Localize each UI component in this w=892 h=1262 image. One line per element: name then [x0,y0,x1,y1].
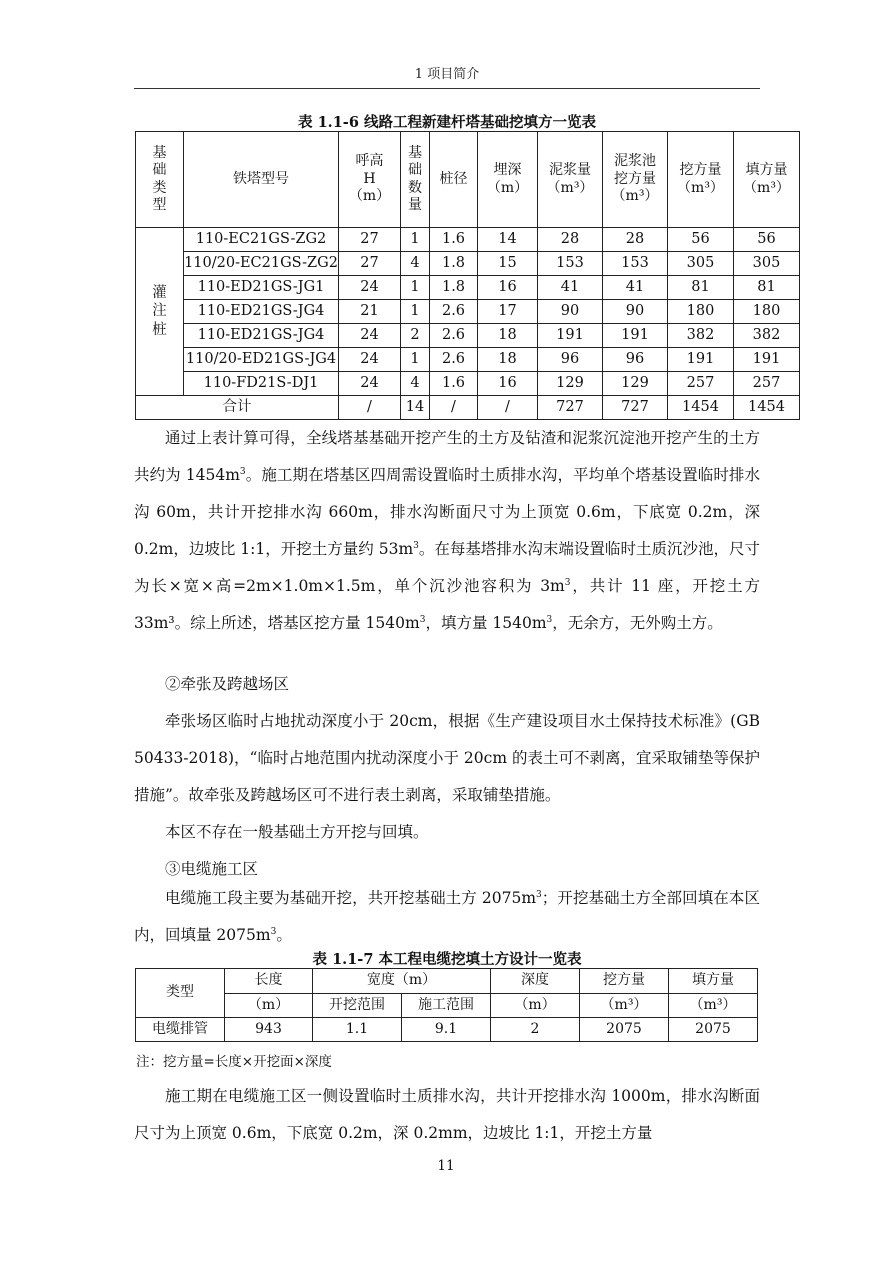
cell: 191 [538,324,603,348]
paragraph-cable-drainage: 施工期在电缆施工区一侧设置临时土质排水沟，共计开挖排水沟 1000m，排水沟断面尺寸为上顶宽 0.6m，下底宽 0.2m，深 0.2mm，边坡比 1:1，开挖土方量 [134,1087,760,1142]
th2-excavation: 挖方量 [580,969,669,994]
table1-header-row [136,132,800,228]
cell: 18 [478,324,538,348]
cell: 129 [603,372,668,396]
th-tower-model: 铁塔型号 [184,132,339,228]
cell: 24 [339,324,401,348]
cell: 727 [603,396,668,420]
cell: 96 [538,348,603,372]
cell: 153 [603,252,668,276]
table-note: 注：挖方量=长度×开挖面×深度 [136,1054,332,1070]
th-fill-l1: 填方量 [745,162,788,178]
p4-text-a: 电缆施工段主要为基础开挖，共开挖基础土方 2075m [165,889,537,907]
cell: 41 [538,276,603,300]
th-call-height [339,132,401,228]
th-mud-volume-unit: （m³） [546,179,594,196]
th-call-height-l3: （m） [348,188,391,205]
cell: 153 [538,252,603,276]
th-fill-unit: （m³） [743,179,790,196]
cell: 4 [401,252,430,276]
cell: 24 [339,348,401,372]
th-call-height-l2: H [363,170,376,187]
cell: 41 [603,276,668,300]
th-call-height-l1: 呼高 [355,153,384,170]
cell-tower-model: 110/20-EC21GS-ZG2 [184,252,339,276]
cell: 1.6 [430,372,478,396]
cell: 1454 [668,396,734,420]
cell: 90 [538,300,603,324]
cable-earthwork-table [135,968,758,1042]
sup-3: 3 [239,467,246,477]
cell: 382 [668,324,734,348]
p4-text-b: ；开挖基础土方全部回填在本区内，回填量 2075m [134,889,760,944]
page-number: 11 [437,1158,455,1174]
paragraph-earthwork-summary [134,420,760,642]
paragraph-no-earthwork: 本区不存在一般基础土方开挖与回填。 [165,823,429,841]
cell: 21 [339,300,401,324]
sup-3: 3 [536,890,542,900]
p1-text-e: ，填方量 1540m [425,614,547,632]
table-row [136,1018,758,1042]
cell: 180 [734,300,800,324]
th2-fill: 填方量 [669,969,758,994]
cell-tower-model: 110-EC21GS-ZG2 [184,228,339,252]
th-burial-depth-l2: （m） [486,179,529,196]
cell: 2.6 [430,324,478,348]
th2-width: 宽度（m） [313,969,491,994]
cell: 1.8 [430,252,478,276]
cell-tower-model: 110-ED21GS-JG1 [184,276,339,300]
th-mudpit-l2: 挖方量 [614,170,656,187]
cell: 1 [401,300,430,324]
section-heading-tension-area: ②牵张及跨越场区 [165,675,290,693]
th2-depth: 深度 [491,969,580,994]
cell: 2.6 [430,300,478,324]
cell: 14 [478,228,538,252]
cell: 电缆排管 [136,1018,225,1042]
cell: 191 [734,348,800,372]
table-row [136,348,800,372]
th-excavation-unit: （m³） [677,179,724,196]
section-heading-cable-area: ③电缆施工区 [165,860,259,878]
sup-3: 3 [413,541,419,551]
th-excavation-l1: 挖方量 [679,162,722,178]
sup-3: 3 [564,578,571,588]
cell: 1.1 [313,1018,402,1042]
th-mud-volume [538,132,603,228]
th-mudpit-excavation [603,132,668,228]
cell: 4 [401,372,430,396]
cell: 180 [668,300,734,324]
cell: 943 [225,1018,313,1042]
table-row [136,324,800,348]
cell: 2 [401,324,430,348]
th-mudpit-unit: （m³） [611,188,659,205]
table2-caption: 表 1.1-7 本工程电缆挖填土方设计一览表 [312,951,582,968]
cell: 257 [734,372,800,396]
cell: 2075 [580,1018,669,1042]
th2-depth-unit: （m） [491,994,580,1018]
cell: 2075 [669,1018,758,1042]
paragraph-tension-area: 牵张场区临时占地扰动深度小于 20cm，根据《生产建设项目水土保持技术标准》(GB 50433-2018)，“临时占地范围内扰动深度小于 20cm 的表土可不剥离，宜采取铺垫等保护措施”。故牵张及跨越场区可不进行表土剥离，采取铺垫措施。 [134,712,760,804]
th-pile-diameter: 桩径 [430,132,478,228]
cell-tower-model: 110-ED21GS-JG4 [184,300,339,324]
th2-length-unit: （m） [225,994,313,1018]
th-foundation-count: 基础数量 [401,132,430,228]
cell: 2 [491,1018,580,1042]
cell: 257 [668,372,734,396]
table-row [136,276,800,300]
cell: 1454 [734,396,800,420]
cell: 1.8 [430,276,478,300]
running-header: 1 项目简介 [134,63,760,89]
cell: 17 [478,300,538,324]
p4-text-c: 。 [276,926,292,944]
th2-fill-unit: （m³） [669,994,758,1018]
p1-text-a: 通过上表计算可得，全线塔基基础开挖产生的土方及钻渣和泥浆沉淀池开挖产生的土方共约为 1454m [134,429,760,484]
sup-3: 3 [270,927,277,937]
th2-length: 长度 [225,969,313,994]
cell: 81 [734,276,800,300]
cell: 1 [401,276,430,300]
cell: 2.6 [430,348,478,372]
cell: 1 [401,228,430,252]
table-row [136,372,800,396]
th-burial-depth-l1: 埋深 [493,162,522,178]
th-mudpit-l1: 泥浆池 [614,153,656,170]
cell: 191 [668,348,734,372]
cell: 14 [401,396,430,420]
th2-type: 类型 [136,969,225,1018]
cell: 24 [339,276,401,300]
table-row [136,300,800,324]
cell: 96 [603,348,668,372]
table-row [136,228,800,252]
p1-text-d: ，共计 11 座，开挖土方 33m³。综上所述，塔基区挖方量 1540m [134,577,761,632]
cell: 56 [734,228,800,252]
table2-header-row-1 [136,969,758,994]
cell: 305 [734,252,800,276]
total-label: 合计 [136,396,339,420]
cell: 81 [668,276,734,300]
th-mud-volume-l1: 泥浆量 [549,162,591,178]
cell: 727 [538,396,603,420]
cell: 1 [401,348,430,372]
sup-3: 3 [546,615,553,625]
cell: 28 [538,228,603,252]
th-foundation-type: 基础类型 [136,132,184,228]
group-label-cast-in-place-pile: 灌注桩 [136,228,184,396]
tower-foundation-table [135,131,800,420]
cell: 9.1 [402,1018,491,1042]
table1-caption: 表 1.1-6 线路工程新建杆塔基础挖填方一览表 [298,114,596,131]
cell: / [339,396,401,420]
cell: 16 [478,372,538,396]
table2-header-row-2 [136,994,758,1018]
cell: 305 [668,252,734,276]
cell: 27 [339,252,401,276]
cell: 24 [339,372,401,396]
th2-work-range: 施工范围 [402,994,491,1018]
p1-text-f: ，无余方，无外购土方。 [552,614,723,632]
cell: / [430,396,478,420]
paragraph-cable-earthwork [134,880,760,954]
cell: 56 [668,228,734,252]
cell: 16 [478,276,538,300]
table-row [136,252,800,276]
cell: 15 [478,252,538,276]
cell: 1.6 [430,228,478,252]
sup-3: 3 [419,615,426,625]
cell-tower-model: 110-FD21S-DJ1 [184,372,339,396]
th2-open-range: 开挖范围 [313,994,402,1018]
cell-tower-model: 110-ED21GS-JG4 [184,324,339,348]
cell: 191 [603,324,668,348]
p1-text-b: 。施工期在塔基区四周需设置临时土质排水沟，平均单个塔基设置临时排水沟 60m，共计开挖排水沟 660m，排水沟断面尺寸为上顶宽 0.6m，下底宽 0.2m，深 0.2m，边坡比 1:1，开挖土方量约 53m [134,466,760,558]
table-total-row [136,396,800,420]
cell: 382 [734,324,800,348]
cell: / [478,396,538,420]
cell: 129 [538,372,603,396]
th-fill [734,132,800,228]
cell-tower-model: 110/20-ED21GS-JG4 [184,348,339,372]
cell: 18 [478,348,538,372]
p1-text-c: 。在每基塔排水沟末端设置临时土质沉沙池，尺寸为长×宽×高=2m×1.0m×1.5m，单个沉沙池容积为 3m [134,540,760,595]
cell: 28 [603,228,668,252]
th-excavation [668,132,734,228]
cell: 90 [603,300,668,324]
th-burial-depth [478,132,538,228]
th2-excavation-unit: （m³） [580,994,669,1018]
cell: 27 [339,228,401,252]
